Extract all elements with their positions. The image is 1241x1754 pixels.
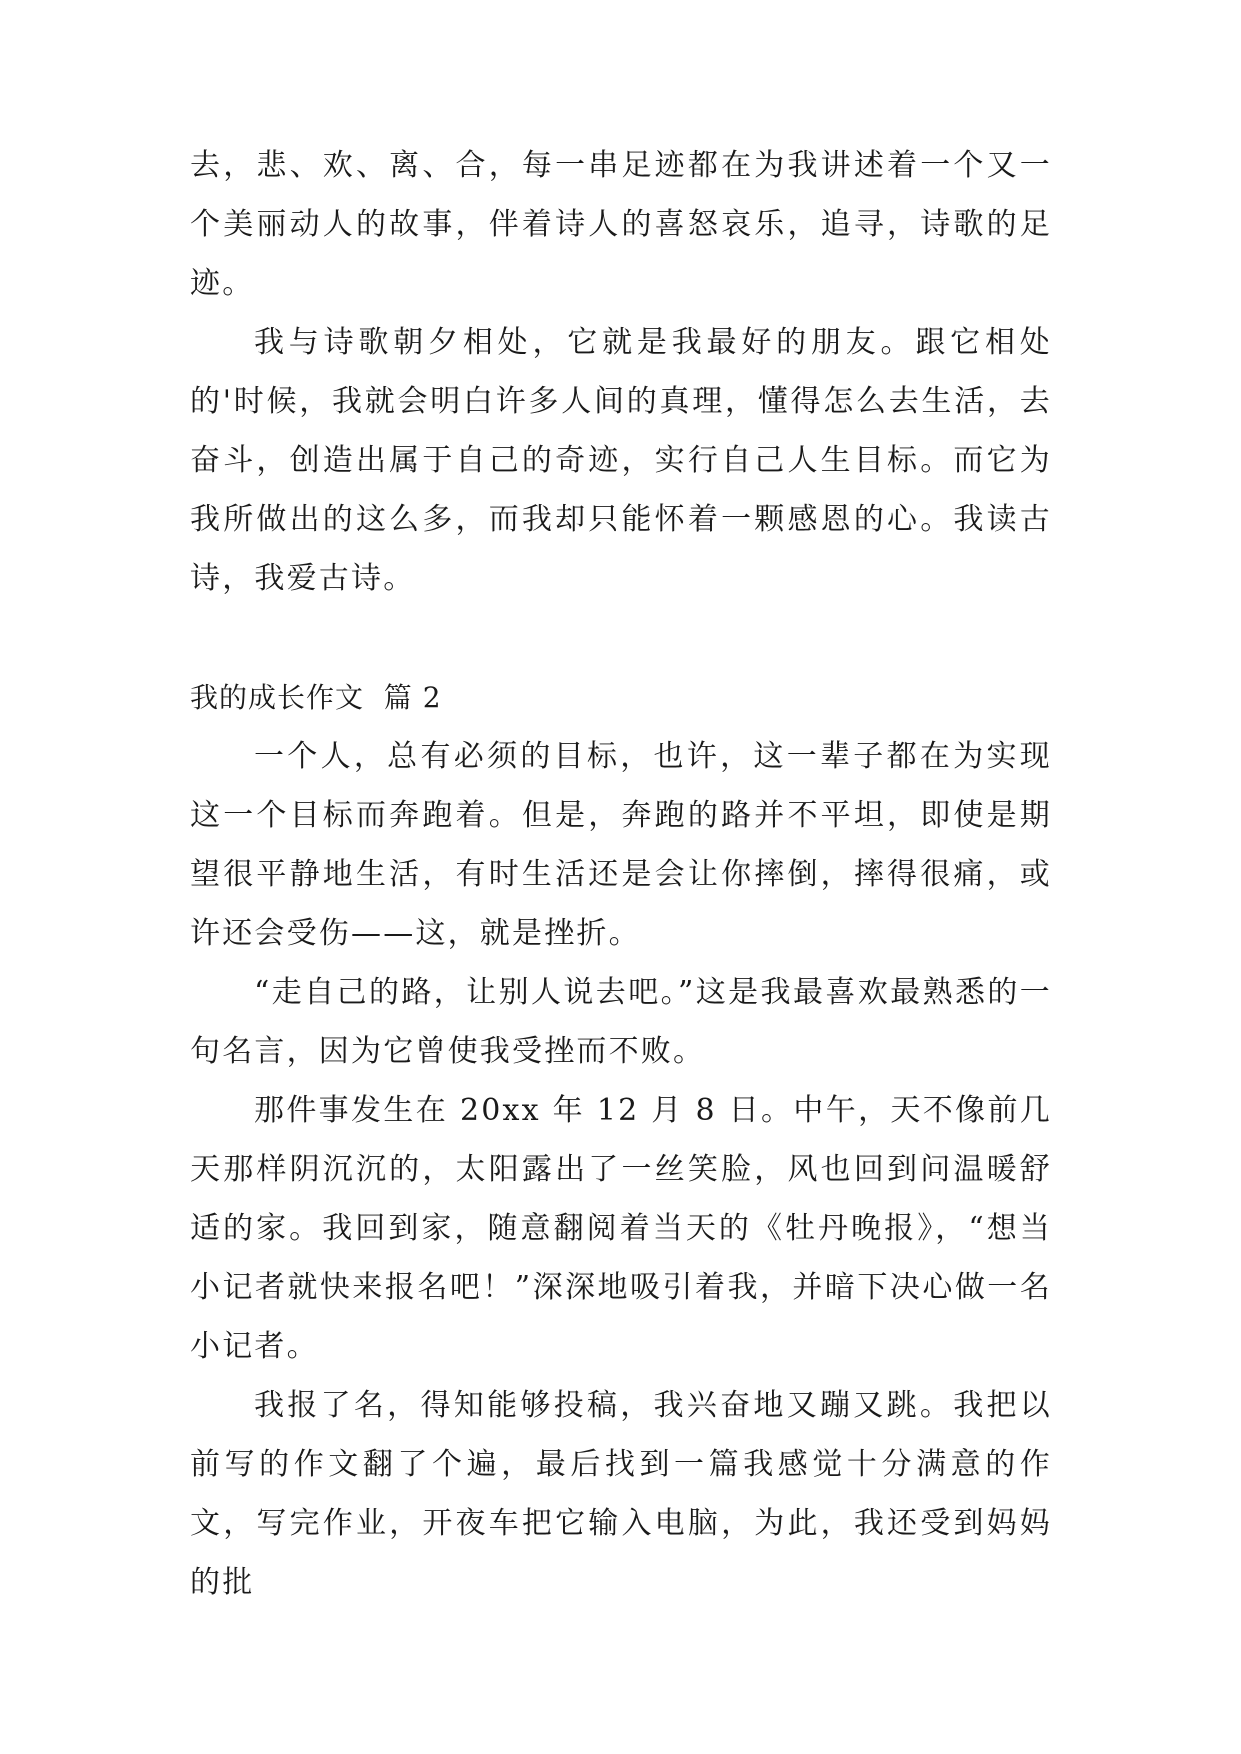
paragraph: 我报了名，得知能够投稿，我兴奋地又蹦又跳。我把以前写的作文翻了个遍，最后找到一篇我感觉十分满意的作文，写完作业，开夜车把它输入电脑，为此，我还受到妈妈的批	[190, 1388, 1052, 1600]
paragraph: 一个人，总有必须的目标，也许，这一辈子都在为实现这一个目标而奔跑着。但是，奔跑的路并不平坦，即使是期望很平静地生活，有时生活还是会让你摔倒，摔得很痛，或许还会受伤——这，就是挫折。	[190, 739, 1052, 951]
paragraph-continued: 去，悲、欢、离、合，每一串足迹都在为我讲述着一个又一个美丽动人的故事，伴着诗人的喜怒哀乐，追寻，诗歌的足迹。	[190, 148, 1052, 301]
section-gap	[190, 608, 1052, 668]
paragraph: 我与诗歌朝夕相处，它就是我最好的朋友。跟它相处的'时候，我就会明白许多人间的真理，懂得怎么去生活，去奋斗，创造出属于自己的奇迹，实行自己人生目标。而它为我所做出的这么多，而我却只能怀着一颗感恩的心。我读古诗，我爱古诗。	[190, 325, 1052, 596]
paragraph: 那件事发生在 20xx 年 12 月 8 日。中午，天不像前几天那样阴沉沉的，太阳露出了一丝笑脸，风也回到问温暖舒适的家。我回到家，随意翻阅着当天的《牡丹晚报》，“想当小记者就快来报名吧！”深深地吸引着我，并暗下决心做一名小记者。	[190, 1093, 1052, 1364]
document-page	[190, 136, 1052, 1612]
section-heading: 我的成长作文 篇 2	[190, 681, 442, 714]
paragraph: “走自己的路，让别人说去吧。”这是我最喜欢最熟悉的一句名言，因为它曾使我受挫而不败。	[190, 975, 1052, 1069]
